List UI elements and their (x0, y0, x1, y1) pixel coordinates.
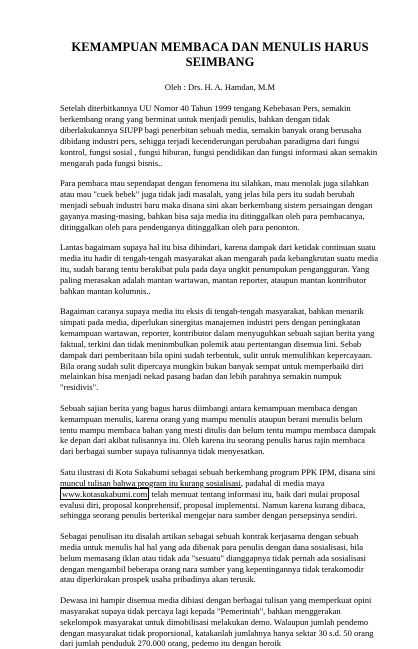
paragraph-text: Satu ilustrasi di Kota Sukabumi sebagai sebuah berkembang program PPK IPM, disana sini (60, 466, 376, 477)
paragraph: Dewasa ini hampir disemua media dihiasi dengan berbagai tulisan yang memperkuat opini masyarakat supaya tidak percaya lagi kepada "Pemerintah", bahkan menggerakan sekelompok masyarakat untuk dimobilisasi melakukan demo. Walaupun jumlah pendemo dengan masyarakat tidak proporsional, katakanlah jumlahnya hanya sektar 30 s.d. 50 orang dari jumlah penduduk 270.000 orang, pedemo itu dengan heroik (60, 594, 374, 649)
paragraph: Bagaiman caranya supaya media itu eksis di tengah-tengah masyarakat, bahkan menarik simpati pada media, diperlukan sinergitas manajemen industri pers dengan peningkatan kemampuan wartawan, reporter, kontributor dalam menyuguhkan sebuah sajian berita yang faktual, terkini dan tidak meninmbulkan polemik atau pertentangan disemua lini. Sebab dampak dari pemberitaan bila opini sudah terbentuk, sulit untuk memulihkan kepercayaan. Bila orang sudah sulit dipercaya mungkin bukan banyak sempat untuk memperbaiki diri melainkan bisa menjadi nekad pasang badan dan lebih parahnya semakin numpuk "residivis". (60, 306, 375, 393)
document-title: KEMAMPUAN MEMBACA DAN MENULIS HARUS SEIMBANG (71, 40, 369, 69)
paragraph: Para pembaca mau sependapat dengan fenomena itu silahkan, mau menolak juga silahkan atau mau "cuek bebek" juga tidak jadi masalah, yang jelas bila pers itu sudah berubah menjadi sebuah industri baru maka disana sini akan berkembang sistem persaingan dengan gayanya masing-masing, bahkan bisa saja media itu ditinggalkan oleh para pembacanya, ditinggalkan oleh para pendenganya ditinggalkan oleh para penonton. (60, 177, 373, 232)
paragraph-text: , padahal di media maya (240, 477, 325, 488)
paragraph: Sebuah sajian berita yang bagus harus diimbangi antara kemampuan membaca dengan kemampuan menulis, karena orang yang mampu menulis ataupun berani menulis belum tentu mampu membaca bahan yang mesti ditulis dan belum tentu mampu membaca dampak ke depan dari akibat tulisannya itu. Oleh karena itu seorang penulis harus rajin membaca dari berbagai sumber supaya tulisannya tidak menyesatkan. (60, 402, 376, 457)
author-byline: Oleh : Drs. H. A. Hamdan, M.M (164, 82, 276, 92)
paragraph: Lantas bagaimam supaya hal itu bisa dihindari, karena dampak dari ketidak continuan suatu media itu hadir di tengah-tengah masyarakat akan mengarah pada kebangkrutan suatu media itu, sudah barang tentu berakibat pula pada daya ungkit penumpukan pengangguran. Yang paling merasakan adalah mantan wartawan, mantan reporter, ataupun mantan kontributor bahkan mantan kolumnis.. (60, 241, 379, 296)
paragraph-text: telah memuat tentang informasi itu, baik dari mulai proposal evalusi diri, proposal konprehensif, proposal implementsi. Namun karena kurang dibaca, sehingga seorang penulis berterikal mengejar nara sumber dengan persepsinya sendiri. (60, 488, 366, 521)
underlined-text: muncul tulisan bahwa program itu kurang sosialisasi (60, 477, 241, 488)
website-link[interactable]: www.kotasukabumi.com (62, 488, 148, 499)
paragraph: Sebagai penulisan itu disalah artikan sebagai sebuah kontrak kerjasama dengan sebuah media untuk menulis hal hal yang ada dibenak para penulis dengan dana sosialisasi, bila belum memasang iklan atau tidak ada "sesuatu" dianggapnya tidak pernah ada sosialisasi dengan mengambil beberapa orang nara sumber yang kepentingannya tidak terakomodir atau diperkirakan prospek usaha pribadinya akan terusik. (60, 530, 367, 585)
paragraph-with-link (60, 467, 380, 522)
paragraph: Setelah diterbitkannya UU Nomor 40 Tahun 1999 tengang Kebebasan Pers, semakin berkembang orang yang berminat untuk menjadi penulis, bahkan dengan tidak diberlakukannya SIUPP bagi penerbitan sebuah media, semakin banyak orang berusaha dibidang industri pers, sehigga terjadi kecenderungan perubahan paradigma dari fungsi kontrol, fungsi sosial , fungsi hiburan, fungsi pendidikan dan fungsi informasi akan semakin mengarah pada fungsi bisnis.. (60, 103, 378, 168)
